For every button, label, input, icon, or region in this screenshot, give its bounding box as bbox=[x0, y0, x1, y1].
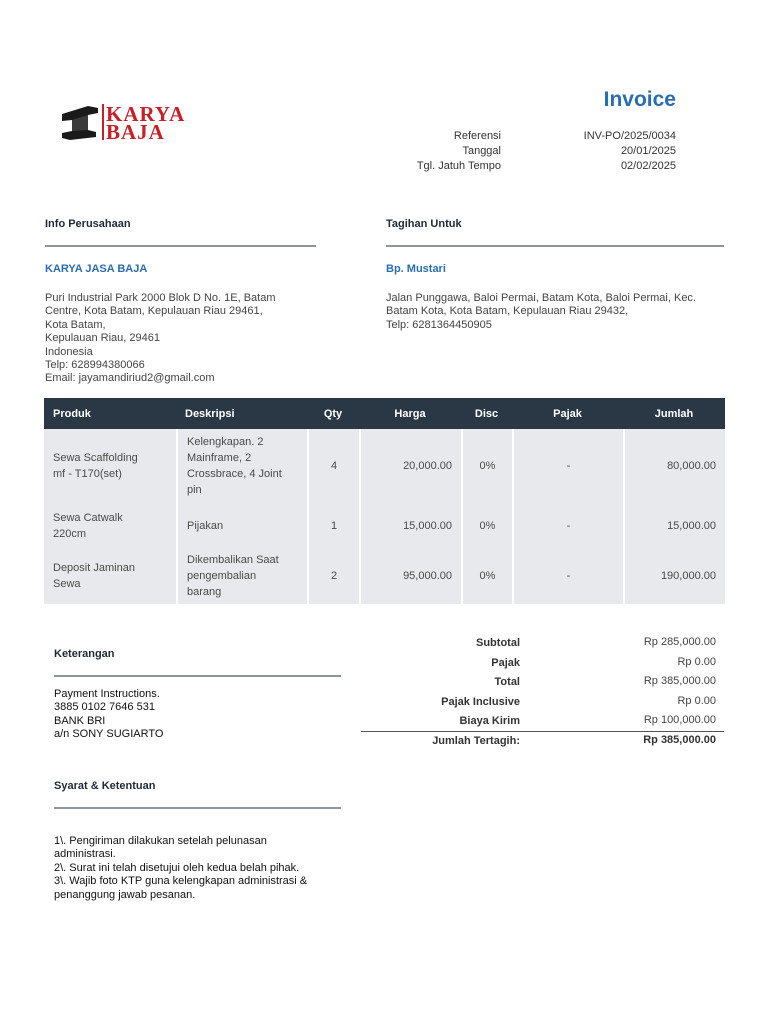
meta-value-date: 20/01/2025 bbox=[620, 145, 676, 157]
address-line: Batam Kota, Kota Batam, Kepulauan Riau 29432, bbox=[386, 305, 629, 318]
cell-description bbox=[176, 548, 307, 604]
cell-tax: - bbox=[512, 429, 623, 503]
address-line: Puri Industrial Park 2000 Blok D No. 1E, Batam bbox=[45, 292, 276, 304]
company-address bbox=[45, 292, 325, 386]
meta-label-date: Tanggal bbox=[462, 145, 501, 157]
terms-divider bbox=[54, 807, 341, 809]
cell-description bbox=[176, 429, 307, 503]
product-line: 220cm bbox=[53, 527, 87, 540]
notes-divider bbox=[54, 675, 341, 677]
cell-qty: 4 bbox=[307, 429, 359, 503]
terms-line: penanggung jawab pesanan. bbox=[54, 888, 196, 901]
cell-tax: - bbox=[512, 548, 623, 604]
company-logo bbox=[58, 100, 208, 146]
bill-to-divider bbox=[386, 245, 724, 247]
total-value: Rp 385,000.00 bbox=[643, 675, 716, 687]
address-line: Centre, Kota Batam, Kepulauan Riau 29461, bbox=[45, 305, 263, 318]
cell-price: 15,000.00 bbox=[359, 503, 461, 548]
notes-heading: Keterangan bbox=[54, 648, 115, 660]
amount-due-label: Jumlah Tertagih: bbox=[432, 735, 520, 747]
product-line: Deposit Jaminan bbox=[53, 562, 135, 574]
customer-name: Bp. Mustari bbox=[386, 263, 446, 275]
address-line: Indonesia bbox=[45, 345, 93, 358]
bill-to-heading: Tagihan Untuk bbox=[386, 218, 462, 230]
table-row bbox=[44, 548, 725, 604]
product-line: Sewa bbox=[53, 578, 81, 590]
description-line: Kelengkapan. 2 bbox=[187, 436, 264, 448]
cell-price: 20,000.00 bbox=[359, 429, 461, 503]
subtotal-label: Subtotal bbox=[476, 637, 520, 649]
account-holder: a/n SONY SUGIARTO bbox=[54, 728, 164, 741]
product-line: Sewa Scaffolding bbox=[53, 452, 138, 464]
cell-description bbox=[176, 503, 307, 548]
bank-account-number: 3885 0102 7646 531 bbox=[54, 701, 155, 714]
payment-instructions-title: Payment Instructions. bbox=[54, 688, 160, 700]
totals-divider bbox=[361, 731, 724, 732]
terms-line: 3\. Wajib foto KTP guna kelengkapan administrasi & bbox=[54, 875, 308, 888]
terms-heading: Syarat & Ketentuan bbox=[54, 780, 156, 792]
cell-product bbox=[44, 429, 176, 503]
company-info-divider bbox=[45, 245, 316, 247]
description-line: pin bbox=[187, 484, 202, 496]
cell-tax: - bbox=[512, 503, 623, 548]
description-line: barang bbox=[187, 586, 222, 598]
inclusive-tax-value: Rp 0.00 bbox=[677, 695, 716, 707]
subtotal-value: Rp 285,000.00 bbox=[643, 636, 716, 648]
shipping-label: Biaya Kirim bbox=[459, 715, 520, 727]
cell-product bbox=[44, 503, 176, 548]
total-label: Total bbox=[494, 676, 520, 688]
col-header-tax: Pajak bbox=[512, 398, 623, 429]
cell-price: 95,000.00 bbox=[359, 548, 461, 604]
address-line: Kota Batam, bbox=[45, 318, 106, 331]
address-line: Jalan Punggawa, Baloi Permai, Batam Kota, Baloi Permai, Kec. bbox=[386, 292, 696, 304]
document-title: Invoice bbox=[603, 88, 676, 111]
cell-disc: 0% bbox=[461, 429, 512, 503]
product-line: mf - T170(set) bbox=[53, 468, 122, 480]
shipping-value: Rp 100,000.00 bbox=[643, 714, 716, 726]
cell-product bbox=[44, 548, 176, 604]
terms-list bbox=[54, 835, 354, 902]
payment-instructions bbox=[54, 688, 344, 742]
logo-divider bbox=[102, 104, 104, 140]
bank-name: BANK BRI bbox=[54, 714, 106, 727]
customer-address bbox=[386, 292, 731, 332]
company-phone: Telp: 628994380066 bbox=[45, 359, 145, 372]
terms-line: 1\. Pengiriman dilakukan setelah pelunasan bbox=[54, 835, 267, 847]
logo-word-top: KARYA bbox=[106, 102, 186, 126]
cell-amount: 190,000.00 bbox=[623, 548, 725, 604]
col-header-product: Produk bbox=[44, 398, 176, 429]
meta-value-reference: INV-PO/2025/0034 bbox=[583, 130, 676, 142]
inclusive-tax-label: Pajak Inclusive bbox=[441, 696, 520, 708]
col-header-qty: Qty bbox=[307, 398, 359, 429]
cell-amount: 15,000.00 bbox=[623, 503, 725, 548]
col-header-price: Harga bbox=[359, 398, 461, 429]
description-line: Pijakan bbox=[187, 519, 224, 532]
items-table bbox=[44, 398, 725, 604]
cell-disc: 0% bbox=[461, 548, 512, 604]
address-line: Kepulauan Riau, 29461 bbox=[45, 332, 160, 345]
company-info-heading: Info Perusahaan bbox=[45, 218, 131, 230]
cell-qty: 1 bbox=[307, 503, 359, 548]
company-name: KARYA JASA BAJA bbox=[45, 263, 148, 275]
meta-value-due-date: 02/02/2025 bbox=[620, 160, 676, 172]
terms-line: administrasi. bbox=[54, 848, 116, 861]
col-header-disc: Disc bbox=[461, 398, 512, 429]
description-line: Mainframe, 2 bbox=[187, 452, 252, 464]
customer-phone: Telp: 6281364450905 bbox=[386, 318, 492, 331]
product-line: Sewa Catwalk bbox=[53, 511, 123, 524]
company-email: Email: jayamandiriud2@gmail.com bbox=[45, 372, 215, 385]
steel-beam-icon bbox=[58, 104, 102, 140]
tax-value: Rp 0.00 bbox=[677, 656, 716, 668]
logo-word-bottom: BAJA bbox=[106, 120, 165, 144]
description-line: Dikembalikan Saat bbox=[187, 554, 279, 566]
cell-disc: 0% bbox=[461, 503, 512, 548]
description-line: Crossbrace, 4 Joint bbox=[187, 468, 282, 480]
terms-line: 2\. Surat ini telah disetujui oleh kedua belah pihak. bbox=[54, 861, 300, 874]
meta-label-reference: Referensi bbox=[453, 130, 501, 142]
table-header-row bbox=[44, 398, 725, 429]
tax-label: Pajak bbox=[491, 657, 520, 669]
description-line: pengembalian bbox=[187, 570, 257, 582]
cell-amount: 80,000.00 bbox=[623, 429, 725, 503]
meta-label-due-date: Tgl. Jatuh Tempo bbox=[416, 160, 501, 172]
col-header-amount: Jumlah bbox=[623, 398, 725, 429]
table-row bbox=[44, 429, 725, 503]
table-row bbox=[44, 503, 725, 548]
cell-qty: 2 bbox=[307, 548, 359, 604]
amount-due-value: Rp 385,000.00 bbox=[643, 734, 716, 746]
col-header-description: Deskripsi bbox=[176, 398, 307, 429]
